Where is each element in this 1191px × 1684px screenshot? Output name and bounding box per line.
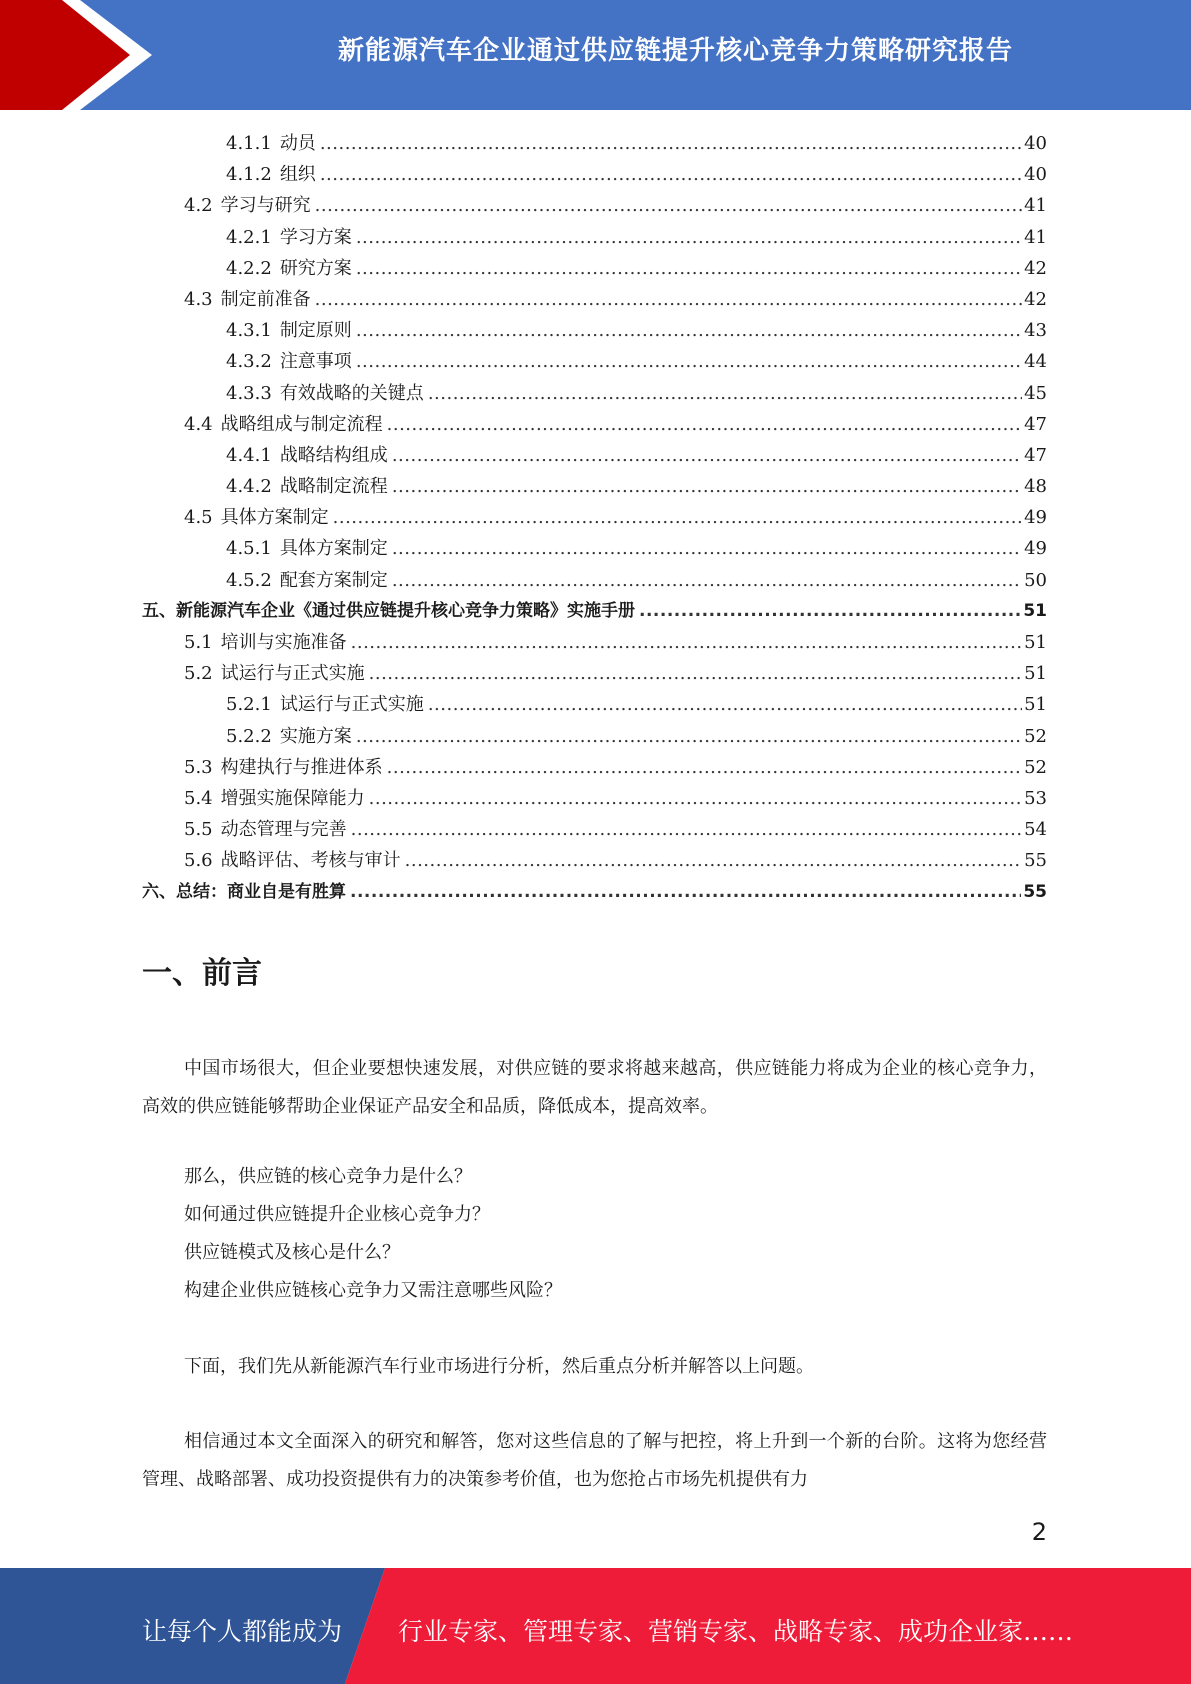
toc-entry-number: 5.2 — [184, 663, 213, 685]
toc-entry-page: 40 — [1024, 133, 1047, 154]
toc-entry-page: 54 — [1024, 819, 1047, 841]
toc-entry-number: 4.4.2 — [226, 476, 272, 498]
toc-entry-label: 学习方案 — [279, 226, 352, 248]
toc-entry-number: 4.3.1 — [226, 320, 272, 342]
toc-entry-number: 5.3 — [184, 756, 213, 778]
page-header — [0, 0, 1191, 110]
toc-dot-leader — [356, 253, 1022, 284]
toc-entry-label: 动员 — [279, 133, 316, 154]
toc-entry[interactable] — [142, 190, 1047, 221]
toc-entry-page: 52 — [1024, 756, 1047, 778]
question-3: 供应链模式及核心是什么？ — [184, 1242, 400, 1263]
toc-dot-leader — [639, 596, 1021, 627]
toc-entry-page: 51 — [1024, 632, 1047, 653]
toc-entry-page: 42 — [1024, 257, 1047, 279]
toc-entry[interactable] — [142, 159, 1047, 190]
toc-entry-page: 52 — [1024, 725, 1047, 747]
toc-dot-leader — [387, 752, 1022, 783]
toc-entry[interactable] — [142, 502, 1047, 533]
toc-entry-label: 有效战略的关键点 — [279, 382, 424, 404]
conclusion-paragraph: 相信通过本文全面深入的研究和解答，您对这些信息的了解与把控，将上升到一个新的台阶。这将为您经营管理、战略部署、成功投资提供有力的决策参考价值，也为您抢占市场先机提供有力 — [142, 1431, 1047, 1490]
toc-entry-number: 4.3.2 — [226, 351, 272, 373]
toc-entry[interactable] — [142, 752, 1047, 783]
toc-entry[interactable] — [142, 877, 1047, 908]
section-heading: 一、前言 — [142, 956, 262, 991]
toc-entry-page: 51 — [1023, 600, 1047, 621]
toc-entry[interactable] — [142, 378, 1047, 409]
toc-entry-label: 制定前准备 — [220, 288, 311, 310]
toc-entry-label: 增强实施保障能力 — [220, 787, 365, 809]
page-footer — [0, 1568, 1191, 1684]
toc-entry-page: 51 — [1024, 694, 1047, 716]
toc-entry-number: 5.6 — [184, 850, 213, 872]
toc-entry-number: 4.1.1 — [226, 133, 272, 154]
toc-entry[interactable] — [142, 783, 1047, 814]
toc-entry[interactable] — [142, 845, 1047, 876]
toc-dot-leader — [320, 128, 1022, 159]
toc-entry[interactable] — [142, 128, 1047, 159]
toc-entry-page: 42 — [1024, 288, 1047, 310]
toc-entry-number: 4.5 — [184, 507, 213, 529]
question-1: 那么，供应链的核心竞争力是什么？ — [184, 1166, 472, 1187]
toc-entry-page: 43 — [1024, 320, 1047, 342]
toc-entry[interactable] — [142, 596, 1047, 627]
toc-entry[interactable] — [142, 627, 1047, 658]
toc-entry-page: 44 — [1024, 351, 1047, 373]
toc-entry-page: 49 — [1024, 538, 1047, 560]
toc-entry[interactable] — [142, 284, 1047, 315]
toc-dot-leader — [392, 533, 1022, 564]
toc-entry-page: 47 — [1024, 444, 1047, 466]
toc-entry-number: 5.2.2 — [226, 725, 272, 747]
footer-slogan-left: 让每个人都能成为 — [142, 1617, 343, 1646]
toc-dot-leader — [428, 378, 1022, 409]
toc-entry-page: 55 — [1023, 881, 1047, 902]
toc-entry-page: 49 — [1024, 507, 1047, 529]
intro-paragraph: 中国市场很大，但企业要想快速发展，对供应链的要求将越来越高，供应链能力将成为企业的核心竞争力，高效的供应链能够帮助企业保证产品安全和品质，降低成本，提高效率。 — [142, 1058, 1047, 1117]
toc-entry[interactable] — [142, 409, 1047, 440]
toc-entry-page: 45 — [1024, 382, 1047, 404]
toc-dot-leader — [315, 284, 1022, 315]
toc-entry[interactable] — [142, 565, 1047, 596]
toc-dot-leader — [351, 814, 1022, 845]
toc-entry-number: 4.4.1 — [226, 444, 272, 466]
toc-dot-leader — [387, 409, 1022, 440]
footer-slogan-right: 行业专家、管理专家、营销专家、战略专家、成功企业家…… — [398, 1617, 1074, 1646]
toc-entry-label: 试运行与正式实施 — [279, 694, 424, 716]
question-4: 构建企业供应链核心竞争力又需注意哪些风险？ — [184, 1280, 562, 1301]
toc-entry-page: 50 — [1024, 569, 1047, 591]
toc-entry-number: 4.2.1 — [226, 226, 272, 248]
toc-entry-label: 组织 — [279, 164, 316, 186]
toc-entry-page: 48 — [1024, 476, 1047, 498]
toc-entry[interactable] — [142, 253, 1047, 284]
toc-entry-page: 51 — [1024, 663, 1047, 685]
toc-entry[interactable] — [142, 315, 1047, 346]
table-of-contents — [142, 128, 1047, 908]
toc-entry-label: 构建执行与推进体系 — [220, 756, 383, 778]
toc-entry[interactable] — [142, 440, 1047, 471]
toc-entry-label: 试运行与正式实施 — [220, 663, 365, 685]
toc-entry-page: 55 — [1024, 850, 1047, 872]
toc-dot-leader — [356, 315, 1022, 346]
toc-entry-label: 配套方案制定 — [279, 569, 388, 591]
toc-dot-leader — [333, 502, 1022, 533]
toc-entry-label: 战略制定流程 — [279, 476, 388, 498]
toc-dot-leader — [356, 721, 1022, 752]
toc-entry-page: 40 — [1024, 164, 1047, 186]
toc-dot-leader — [369, 783, 1022, 814]
toc-entry-label: 学习与研究 — [220, 195, 311, 217]
toc-entry-label: 动态管理与完善 — [220, 819, 347, 841]
toc-entry[interactable] — [142, 471, 1047, 502]
toc-entry-page: 53 — [1024, 787, 1047, 809]
toc-entry-number: 4.3 — [184, 288, 213, 310]
toc-entry[interactable] — [142, 814, 1047, 845]
toc-dot-leader — [405, 845, 1022, 876]
toc-entry-label: 总结：商业自是有胜算 — [176, 881, 346, 902]
toc-entry-number: 5.5 — [184, 819, 213, 841]
toc-dot-leader — [392, 471, 1022, 502]
toc-entry-number: 六、 — [142, 881, 176, 902]
toc-entry-label: 实施方案 — [279, 725, 352, 747]
toc-entry-label: 注意事项 — [279, 351, 352, 373]
toc-dot-leader — [315, 190, 1022, 221]
toc-entry-label: 战略结构组成 — [279, 444, 388, 466]
toc-entry[interactable] — [142, 689, 1047, 720]
toc-entry[interactable] — [142, 346, 1047, 377]
toc-entry-label: 培训与实施准备 — [220, 632, 347, 653]
toc-entry-label: 战略组成与制定流程 — [220, 413, 383, 435]
question-2: 如何通过供应链提升企业核心竞争力？ — [184, 1204, 490, 1225]
toc-entry[interactable] — [142, 222, 1047, 253]
toc-entry-page: 47 — [1024, 413, 1047, 435]
toc-entry-number: 4.1.2 — [226, 164, 272, 186]
toc-entry-number: 4.2.2 — [226, 257, 272, 279]
toc-entry-label: 制定原则 — [279, 320, 352, 342]
toc-entry[interactable] — [142, 533, 1047, 564]
toc-entry-label: 战略评估、考核与审计 — [220, 850, 401, 872]
toc-entry-page: 41 — [1024, 195, 1047, 217]
toc-entry-number: 4.2 — [184, 195, 213, 217]
toc-dot-leader — [356, 346, 1022, 377]
toc-dot-leader — [351, 627, 1022, 658]
toc-dot-leader — [392, 440, 1022, 471]
toc-dot-leader — [369, 658, 1022, 689]
toc-dot-leader — [320, 159, 1022, 190]
toc-entry-number: 5.4 — [184, 787, 213, 809]
analysis-paragraph: 下面，我们先从新能源汽车行业市场进行分析，然后重点分析并解答以上问题。 — [184, 1356, 814, 1377]
toc-dot-leader — [392, 565, 1022, 596]
toc-dot-leader — [356, 222, 1022, 253]
header-title: 新能源汽车企业通过供应链提升核心竞争力策略研究报告 — [337, 36, 1013, 66]
toc-entry-label: 新能源汽车企业《通过供应链提升核心竞争力策略》实施手册 — [176, 600, 635, 621]
toc-entry-number: 4.4 — [184, 413, 213, 435]
toc-entry-page: 41 — [1024, 226, 1047, 248]
toc-dot-leader — [350, 877, 1021, 908]
toc-entry-number: 5.1 — [184, 632, 213, 653]
toc-entry[interactable] — [142, 721, 1047, 752]
toc-entry-number: 4.5.1 — [226, 538, 272, 560]
toc-entry-number: 5.2.1 — [226, 694, 272, 716]
toc-entry-label: 具体方案制定 — [220, 507, 329, 529]
toc-dot-leader — [428, 689, 1022, 720]
toc-entry[interactable] — [142, 658, 1047, 689]
toc-entry-label: 研究方案 — [279, 257, 352, 279]
toc-entry-label: 具体方案制定 — [279, 538, 388, 560]
page-number: 2 — [1031, 1518, 1047, 1546]
toc-entry-number: 4.3.3 — [226, 382, 272, 404]
toc-entry-number: 4.5.2 — [226, 569, 272, 591]
toc-entry-number: 五、 — [142, 600, 176, 621]
